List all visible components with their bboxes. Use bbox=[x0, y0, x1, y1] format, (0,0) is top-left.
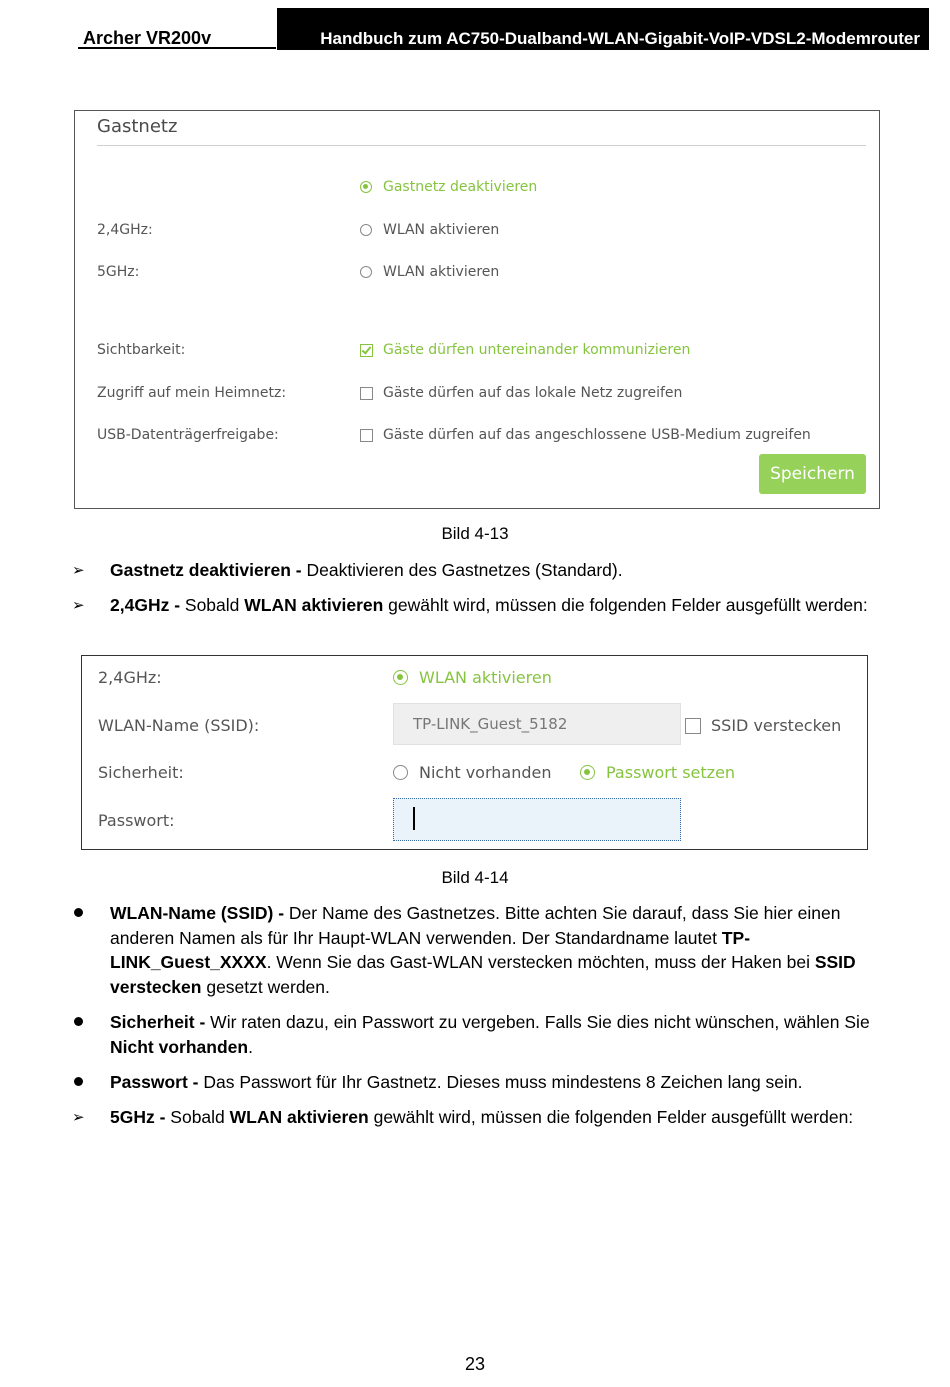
arrow-bullet-icon: ➢ bbox=[72, 562, 85, 579]
home-access-checkbox[interactable] bbox=[360, 385, 682, 401]
guest-network-title: Gastnetz bbox=[97, 116, 178, 137]
list-item bbox=[110, 1070, 870, 1095]
dot-bullet-icon bbox=[74, 1017, 83, 1026]
checkbox-empty-icon bbox=[360, 429, 373, 442]
arrow-bullet-icon: ➢ bbox=[72, 597, 85, 614]
checkbox-empty-icon bbox=[685, 718, 701, 734]
term: WLAN aktivieren bbox=[244, 595, 384, 615]
security-set-radio[interactable] bbox=[580, 763, 735, 782]
security-none-radio[interactable] bbox=[393, 763, 552, 782]
description: Wir raten dazu, ein Passwort zu vergeben. Falls Sie dies nicht wünschen, wählen Sie bbox=[205, 1012, 870, 1032]
checkbox-checked-icon bbox=[360, 344, 373, 357]
description: gewählt wird, müssen die folgenden Felder ausgefüllt werden: bbox=[368, 1107, 854, 1127]
disable-guest-radio[interactable] bbox=[360, 179, 537, 195]
radio-empty-icon bbox=[393, 765, 408, 780]
radio-empty-icon bbox=[360, 224, 372, 236]
header-product-name: Archer VR200v bbox=[83, 28, 212, 48]
home-access-label: Zugriff auf mein Heimnetz: bbox=[97, 385, 287, 401]
description: gewählt wird, müssen die folgenden Felder ausgefüllt werden: bbox=[383, 595, 868, 615]
enable-5-label: WLAN aktivieren bbox=[383, 264, 500, 280]
list-item bbox=[110, 901, 870, 999]
visibility-checkbox[interactable] bbox=[360, 342, 690, 358]
header-manual-title-bar bbox=[277, 8, 929, 50]
description: Deaktivieren des Gastnetzes (Standard). bbox=[301, 560, 623, 580]
dot-bullet-icon bbox=[74, 1077, 83, 1086]
radio-selected-icon bbox=[580, 765, 595, 780]
term: WLAN aktivieren bbox=[229, 1107, 369, 1127]
hide-ssid-label: SSID verstecken bbox=[711, 716, 842, 735]
hide-ssid-checkbox[interactable] bbox=[685, 716, 841, 735]
usb-share-option-label: Gäste dürfen auf das angeschlossene USB-Medium zugreifen bbox=[383, 427, 811, 443]
term: SSID verstecken bbox=[110, 952, 856, 997]
home-access-option-label: Gäste dürfen auf das lokale Netz zugreifen bbox=[383, 385, 683, 401]
radio-selected-icon bbox=[360, 181, 372, 193]
security-label: Sicherheit: bbox=[98, 763, 184, 782]
radio-selected-icon bbox=[393, 670, 408, 685]
ssid-input[interactable] bbox=[393, 703, 681, 745]
band-24-label: 2,4GHz: bbox=[97, 222, 153, 238]
description: Das Passwort für Ihr Gastnetz. Dieses muss mindestens 8 Zeichen lang sein. bbox=[198, 1072, 803, 1092]
figure-caption-1: Bild 4-13 bbox=[441, 524, 509, 543]
guest-24ghz-screenshot bbox=[81, 655, 868, 850]
text-caret bbox=[413, 807, 415, 830]
enable-24-radio[interactable] bbox=[393, 668, 552, 687]
usb-share-checkbox[interactable] bbox=[360, 427, 811, 443]
term: Passwort - bbox=[110, 1072, 199, 1092]
header-manual-title: Handbuch zum AC750-Dualband-WLAN-Gigabit-VoIP-VDSL2-Modemrouter bbox=[320, 29, 920, 48]
description: . bbox=[248, 1036, 253, 1057]
term: 5GHz - bbox=[110, 1107, 166, 1127]
description: gesetzt werden. bbox=[201, 976, 330, 997]
radio-empty-icon bbox=[360, 266, 372, 278]
title-divider bbox=[97, 145, 866, 146]
disable-guest-label: Gastnetz deaktivieren bbox=[383, 179, 538, 195]
description: Sobald bbox=[165, 1107, 230, 1127]
band-24-label: 2,4GHz: bbox=[98, 668, 162, 687]
term: Gastnetz deaktivieren - bbox=[110, 560, 302, 580]
ssid-label: WLAN-Name (SSID): bbox=[98, 716, 260, 735]
term: WLAN-Name (SSID) - bbox=[110, 903, 285, 923]
list-item bbox=[110, 1010, 870, 1059]
description: Der Name des Gastnetzes. Bitte achten Sie darauf, dass Sie hier einen anderen Namen als für Ihr Haupt-WLAN verwenden. Der Standardname lautet bbox=[110, 903, 841, 948]
enable-24-label: WLAN aktivieren bbox=[419, 668, 552, 687]
term: Nicht vorhanden bbox=[110, 1036, 249, 1057]
guest-network-screenshot bbox=[74, 110, 880, 509]
list-item bbox=[110, 593, 870, 618]
band-5-label: 5GHz: bbox=[97, 264, 140, 280]
enable-5-radio[interactable] bbox=[360, 264, 499, 280]
description: . Wenn Sie das Gast-WLAN verstecken möchten, muss der Haken bei bbox=[266, 952, 815, 972]
description: Sobald bbox=[180, 595, 245, 615]
page-number: 23 bbox=[464, 1354, 486, 1374]
list-item bbox=[110, 1105, 870, 1130]
visibility-label: Sichtbarkeit: bbox=[97, 342, 186, 358]
figure-caption-2: Bild 4-14 bbox=[441, 868, 509, 887]
term: TP-LINK_Guest_XXXX bbox=[110, 927, 751, 972]
usb-share-label: USB-Datenträgerfreigabe: bbox=[97, 427, 279, 443]
security-none-label: Nicht vorhanden bbox=[419, 763, 552, 782]
enable-24-label: WLAN aktivieren bbox=[383, 222, 500, 238]
term: Sicherheit - bbox=[110, 1012, 206, 1032]
security-set-label: Passwort setzen bbox=[606, 763, 736, 782]
password-input[interactable] bbox=[393, 798, 681, 841]
checkbox-empty-icon bbox=[360, 387, 373, 400]
arrow-bullet-icon: ➢ bbox=[72, 1109, 85, 1126]
enable-24-radio[interactable] bbox=[360, 222, 499, 238]
header-product bbox=[78, 8, 276, 49]
list-item bbox=[110, 558, 870, 583]
save-button[interactable]: Speichern bbox=[759, 454, 866, 494]
password-label: Passwort: bbox=[98, 811, 175, 830]
dot-bullet-icon bbox=[74, 908, 83, 917]
visibility-option-label: Gäste dürfen untereinander kommunizieren bbox=[383, 342, 691, 358]
term: 2,4GHz - bbox=[110, 595, 181, 615]
